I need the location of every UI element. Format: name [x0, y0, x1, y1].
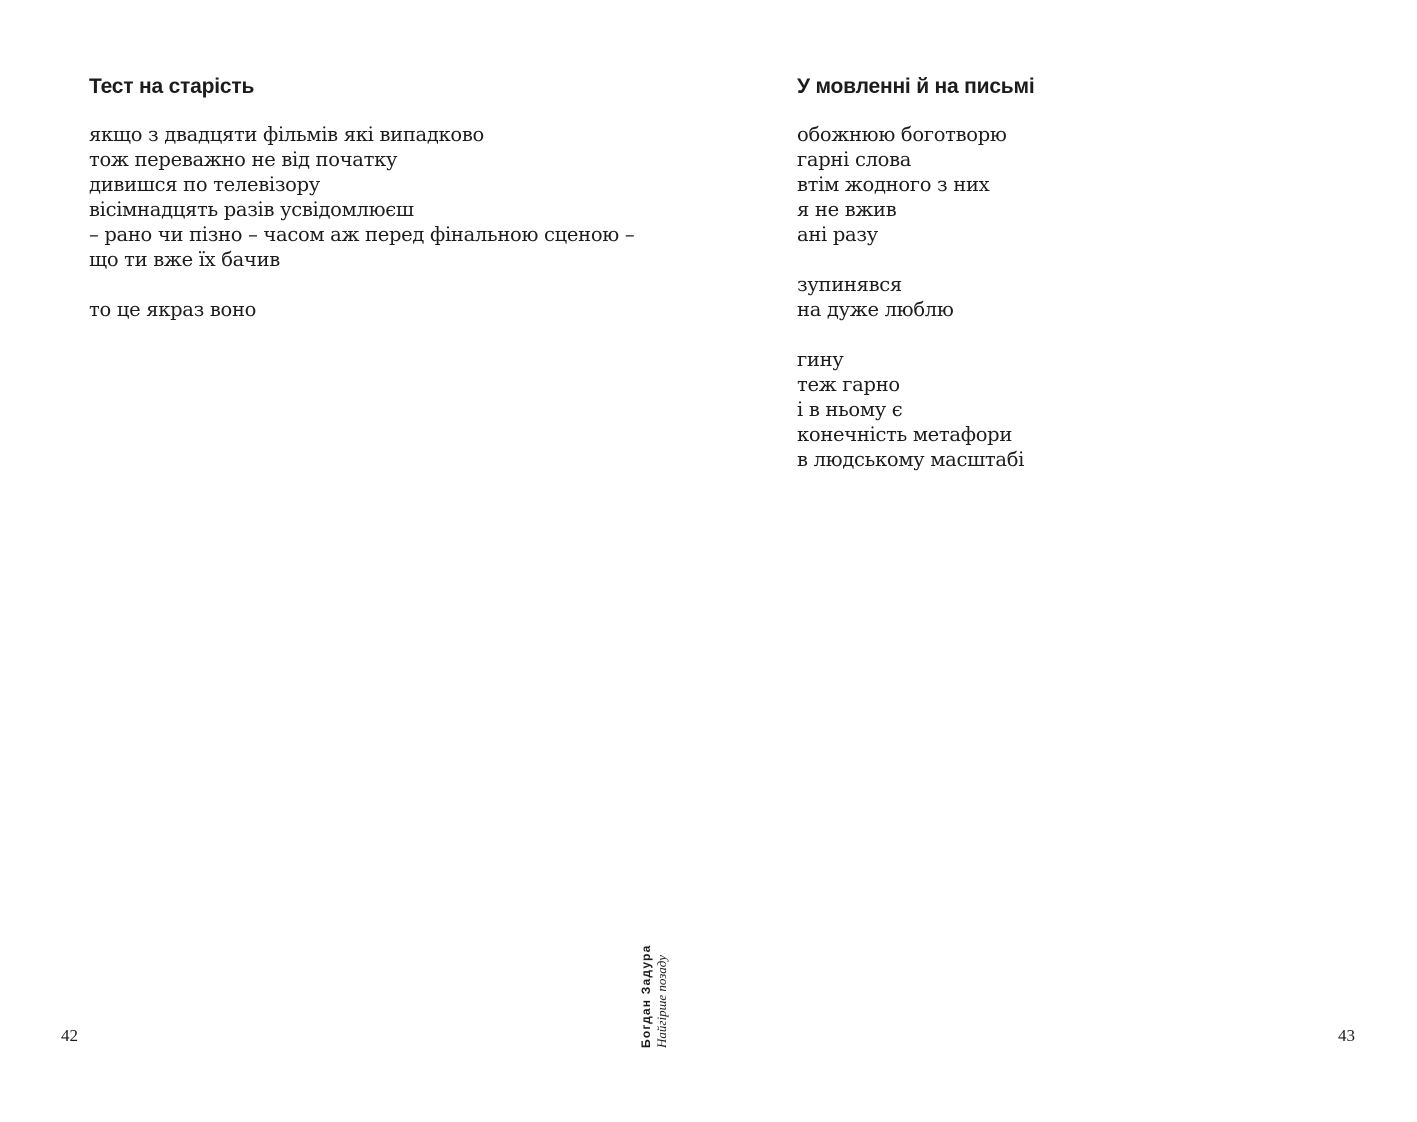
poem-line: на дуже люблю [797, 298, 954, 321]
poem-line: зупинявся [797, 273, 902, 296]
poem-line: вісімнадцять разів усвідомлюєш [89, 198, 414, 221]
poem-line: в людському масштабі [797, 448, 1025, 471]
page-number-right: 43 [1338, 1026, 1355, 1045]
poem-line: якщо з двадцяти фільмів які випадково [89, 123, 484, 146]
poem-line: ані разу [797, 223, 878, 246]
poem-line: теж гарно [797, 373, 900, 396]
poem-title: Тест на старість [89, 75, 255, 98]
running-header-spine [638, 942, 672, 1048]
stanza [89, 297, 634, 322]
stanza [89, 122, 634, 272]
poem-line: і в ньому є [797, 398, 903, 421]
poem-line: тож переважно не від початку [89, 148, 398, 171]
poem-line: – рано чи пізно – часом аж перед фінальною сценою – [89, 223, 635, 246]
poem-line: обожнюю боготворю [797, 123, 1007, 146]
poem-title: У мовленні й на письмі [797, 75, 1035, 98]
poem-line: що ти вже їх бачив [89, 248, 280, 271]
spine-book-title: Найгірше позаду [654, 955, 669, 1048]
stanza [797, 122, 1035, 247]
poem-line: гину [797, 348, 844, 371]
spine-text [638, 942, 672, 1048]
stanza [797, 347, 1035, 472]
right-page [708, 0, 1417, 1122]
spine-author: Богдан Задура [639, 944, 653, 1048]
left-page [0, 0, 708, 1122]
poem-line: я не вжив [797, 198, 897, 221]
poem-line: то це якраз воно [89, 298, 257, 321]
poem-line: конечність метафори [797, 423, 1013, 446]
poem-u-movlenni [797, 72, 1035, 497]
poem-line: дивишся по телевізору [89, 173, 320, 196]
poem-test-na-starist [89, 72, 634, 347]
poem-line: втім жодного з них [797, 173, 990, 196]
page-number-left: 42 [61, 1026, 78, 1045]
stanza [797, 272, 1035, 322]
poem-line: гарні слова [797, 148, 912, 171]
